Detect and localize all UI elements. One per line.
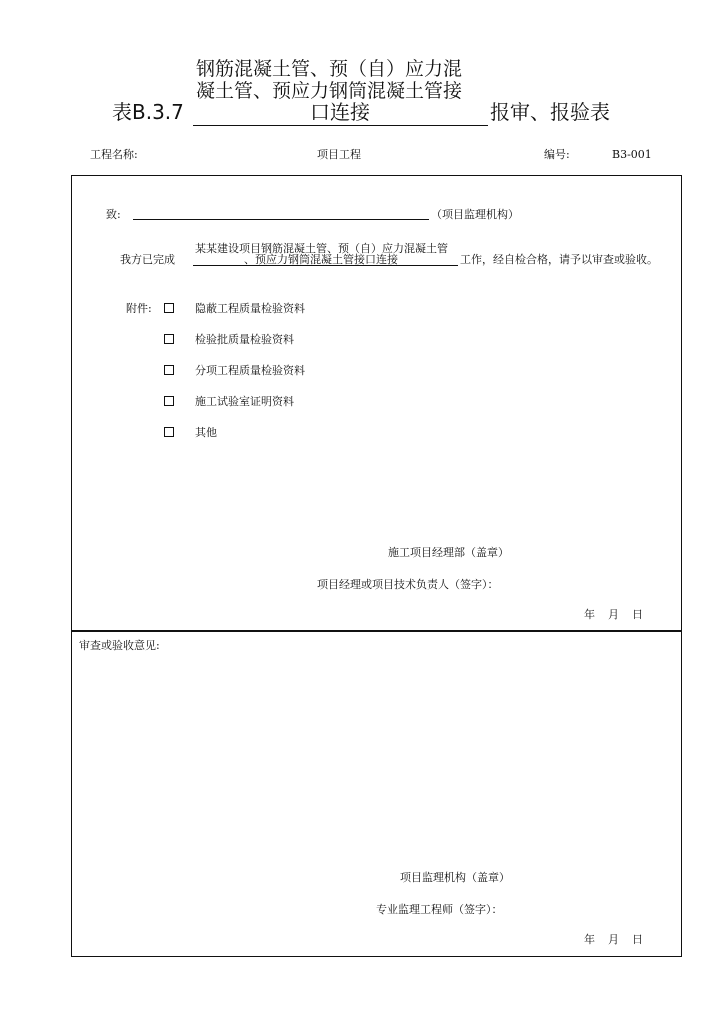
attachment-checkbox-lab-proof[interactable] (164, 396, 174, 406)
attachment-label-inspection-lot: 检验批质量检验资料 (195, 333, 294, 346)
title-suffix: 报审、报验表 (490, 100, 610, 124)
attachments-label: 附件: (126, 302, 152, 315)
date-month-1: 月 (608, 608, 619, 621)
attachment-label-hidden-works: 隐蔽工程质量检验资料 (195, 302, 305, 315)
engineer-sign-label: 专业监理工程师（签字）： (376, 903, 503, 916)
to-suffix: （项目监理机构） (431, 208, 519, 221)
attachment-label-lab-proof: 施工试验室证明资料 (195, 395, 294, 408)
title-underline (193, 125, 488, 126)
number-value: B3-001 (612, 148, 652, 161)
completed-label: 我方已完成 (120, 253, 175, 266)
to-label: 致: (106, 208, 121, 221)
org-seal-label: 项目监理机构（盖章） (400, 871, 510, 884)
to-underline[interactable] (133, 219, 429, 220)
completed-work-line-1: 某某建设项目钢筋混凝土管、预（自）应力混凝土管 (195, 242, 448, 255)
completed-work-line-2: 、预应力钢筒混凝土管接口连接 (244, 253, 398, 266)
manager-sign-label: 项目经理或项目技术负责人（签字）： (317, 578, 499, 591)
title-line-1: 钢筋混凝土管、预（自）应力混 (196, 58, 463, 80)
attachment-label-sub-item: 分项工程质量检验资料 (195, 364, 305, 377)
opinion-label: 审查或验收意见: (79, 639, 160, 652)
attachment-checkbox-sub-item[interactable] (164, 365, 174, 375)
dept-seal-label: 施工项目经理部（盖章） (388, 546, 509, 559)
date-day-1: 日 (632, 608, 643, 621)
project-name-label: 工程名称: (90, 148, 138, 161)
title-line-2: 凝土管、预应力钢筒混凝土管接 (196, 80, 463, 102)
date-year-1: 年 (584, 608, 595, 621)
date-month-2: 月 (608, 933, 619, 946)
attachment-checkbox-other[interactable] (164, 427, 174, 437)
title-prefix: 表B.3.7 (112, 100, 184, 124)
attachment-checkbox-inspection-lot[interactable] (164, 334, 174, 344)
number-label: 编号: (544, 148, 570, 161)
date-year-2: 年 (584, 933, 595, 946)
project-name-value: 项目工程 (317, 148, 361, 161)
attachment-label-other: 其他 (195, 426, 217, 439)
attachment-checkbox-hidden-works[interactable] (164, 303, 174, 313)
completed-suffix: 工作，经自检合格，请予以审查或验收。 (460, 253, 658, 266)
completed-underline[interactable] (193, 265, 458, 266)
title-fill: 口连接 (310, 100, 370, 124)
date-day-2: 日 (632, 933, 643, 946)
